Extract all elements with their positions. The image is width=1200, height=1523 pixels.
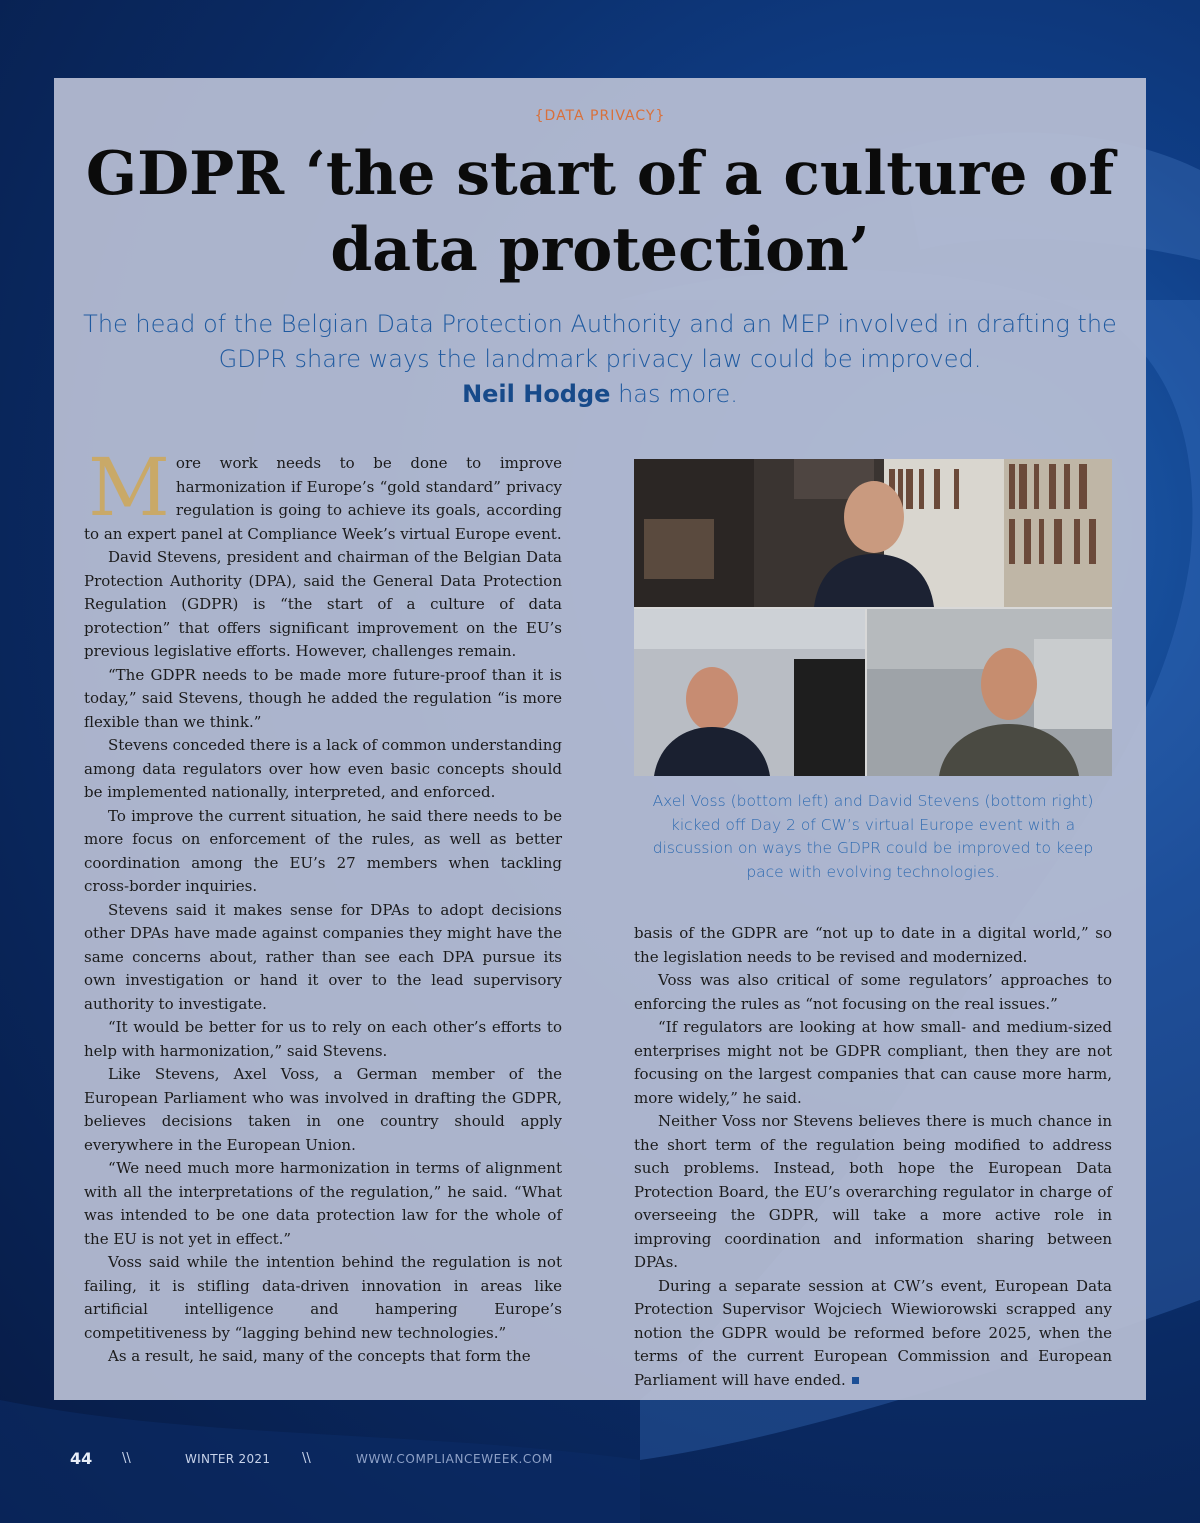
- author-name: Neil Hodge: [462, 380, 611, 408]
- body-paragraph: Neither Voss nor Stevens believes there is much chance in the short term of the regulation being modified to address such problems. Instead, both hope the European Data Protection Board, the EU’s overarching regulator in charge of overseeing the GDPR, will take a more active role in improving coordination and information sharing between DPAs.: [634, 1112, 1112, 1271]
- body-paragraph: To improve the current situation, he said there needs to be more focus on enforcement of the rules, as well as better coordination among the EU’s 27 members when tackling cross-border inquiries.: [84, 806, 562, 895]
- body-paragraph: [84, 441, 562, 546]
- body-paragraph: David Stevens, president and chairman of the Belgian Data Protection Authority (DPA), said the General Data Protection Regulation (GDPR) is “the start of a culture of data protection” that offers significant improvement on the EU’s previous legislative efforts. However, challenges remain.: [84, 548, 562, 660]
- end-mark-icon: [852, 1377, 859, 1384]
- body-column-left: [84, 441, 562, 1369]
- video-call-photo: [634, 459, 1112, 776]
- footer-separator: \\: [122, 1451, 131, 1466]
- footer-separator: \\: [302, 1451, 311, 1466]
- body-column-right: [634, 922, 1112, 1392]
- paragraph-text: ore work needs to be done to improve harmonization if Europe’s “gold standard” privacy regulation is going to achieve its goals, according to an expert panel at Compliance Week’s virtual Europe event.: [84, 454, 562, 543]
- article-headline: GDPR ‘the start of a culture of data protection’: [85, 139, 1115, 285]
- author-suffix: has more.: [610, 380, 738, 408]
- body-paragraph: basis of the GDPR are “not up to date in a digital world,” so the legislation needs to be revised and modernized.: [634, 924, 1112, 966]
- paragraph-text: During a separate session at CW’s event, European Data Protection Supervisor Wojciech Wiewiorowski scrapped any notion the GDPR would be reformed before 2025, when the terms of the current European Commission and European Parliament will have ended.: [634, 1276, 1112, 1389]
- body-paragraph: Stevens said it makes sense for DPAs to adopt decisions other DPAs have made against companies they might have the same concerns about, rather than see each DPA pursue its own investigation or hand it over to the lead supervisory authority to investigate.: [84, 900, 562, 1013]
- section-kicker: {DATA PRIVACY}: [534, 108, 666, 124]
- body-paragraph: [634, 1275, 1112, 1393]
- issue-label: WINTER 2021: [185, 1452, 271, 1466]
- body-paragraph: Voss said while the intention behind the regulation is not failing, it is stifling data-driven innovation in areas like artificial intelligence and hampering Europe’s competitiveness by “lagging behind new technologies.”: [84, 1253, 562, 1342]
- article-standfirst: [70, 307, 1130, 412]
- photo-caption: Axel Voss (bottom left) and David Stevens (bottom right) kicked off Day 2 of CW’s virtual Europe event with a discussion on ways the GDPR could be improved to keep pace with evolving technologies.: [652, 792, 1094, 881]
- body-paragraph: “We need much more harmonization in terms of alignment with all the interpretations of the regulation,” he said. “What was intended to be one data protection law for the whole of the EU is not yet in effect.”: [84, 1159, 562, 1248]
- drop-cap: M: [88, 441, 170, 534]
- body-paragraph: “It would be better for us to rely on each other’s efforts to help with harmonization,” said Stevens.: [84, 1018, 562, 1060]
- body-paragraph: “The GDPR needs to be made more future-proof than it is today,” said Stevens, though he added the regulation “is more flexible than we think.”: [84, 665, 562, 731]
- standfirst-text: The head of the Belgian Data Protection Authority and an MEP involved in drafting the GDPR share ways the landmark privacy law could be improved.: [83, 310, 1117, 373]
- body-paragraph: Stevens conceded there is a lack of common understanding among data regulators over how even basic concepts should be implemented nationally, interpreted, and enforced.: [84, 736, 562, 801]
- body-paragraph: Voss was also critical of some regulators’ approaches to enforcing the rules as “not focusing on the real issues.”: [634, 971, 1112, 1013]
- body-paragraph: As a result, he said, many of the concepts that form the: [108, 1347, 531, 1365]
- body-paragraph: Like Stevens, Axel Voss, a German member of the European Parliament who was involved in drafting the GDPR, believes decisions taken in one country should apply everywhere in the European Union.: [84, 1065, 562, 1154]
- page-number: 44: [70, 1449, 93, 1468]
- website-url: WWW.COMPLIANCEWEEK.COM: [356, 1452, 553, 1466]
- body-paragraph: “If regulators are looking at how small- and medium-sized enterprises might not be GDPR compliant, then they are not focusing on the largest companies that can cause more harm, more widely,” he said.: [634, 1018, 1112, 1107]
